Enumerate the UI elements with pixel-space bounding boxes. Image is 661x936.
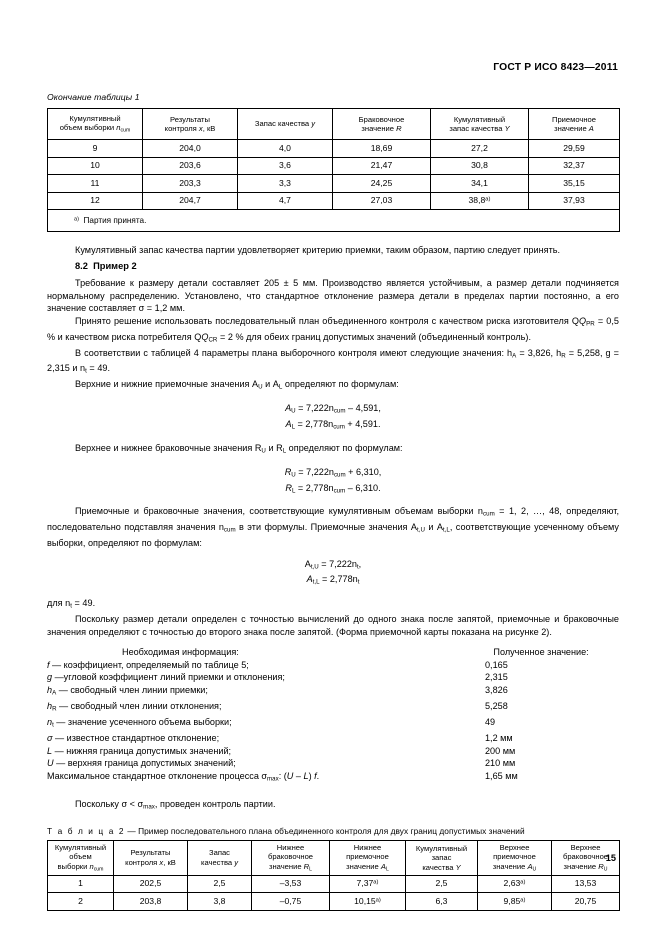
table2-header-row	[48, 841, 620, 876]
table2-cell: 202,5	[114, 875, 188, 893]
info-list-item-value: 1,65 мм	[485, 770, 518, 781]
table1-cell: $38,8^{а)}$	[431, 192, 529, 210]
table-row	[48, 157, 620, 175]
table1-cell: 9	[48, 140, 143, 158]
required-information-list	[47, 646, 619, 786]
table2-cell: –3,53	[252, 875, 330, 893]
table1-cell: 203,3	[143, 175, 238, 193]
table2-cell: $7,37^{а)}$	[330, 875, 406, 893]
table2-cell: 13,53	[552, 875, 620, 893]
table-1	[47, 108, 620, 232]
table-2	[47, 840, 620, 911]
table2-col-header-3: Нижнее браковочное значение $R_L$	[252, 841, 330, 876]
table2-col-header-0: Кумулятивный объем выборки $n_{cum}$	[48, 841, 114, 876]
table1-col-header-0: Кумулятивный объем выборки $n_{cum}$	[48, 109, 143, 140]
table1-cell: 18,69	[333, 140, 431, 158]
table1-cell: 30,8	[431, 157, 529, 175]
paragraph-for-nt: для $n_t = 49$.	[47, 598, 96, 610]
info-list-item-label: L — нижняя граница допустимых значений;	[47, 745, 232, 756]
page-content	[47, 92, 619, 911]
paragraph-precision: Поскольку размер детали определен с точностью вычислений до одного знака после запятой, приемочные и браковочные значения определяют с точностью до второго знака после запятой. (Форма приемочной карты показана на рисунке 2).	[47, 614, 619, 637]
info-list-item-value: 1,2 мм	[485, 733, 513, 744]
table2-cell: 6,3	[406, 893, 478, 911]
table2-cell: $10,15^{а)}$	[330, 893, 406, 911]
table1-cell: 32,37	[529, 157, 620, 175]
paragraph-truncation-intro: Приемочные и браковочные значения, соответствующие кумулятивным объемам выборки $n_{cum} = 1$, 2, …, 48, определяют, последовательно подставляя значения $n_{cum}$ в эти формулы. Приемочные значения $A_{t,U}$ и $A_{t,L}$, соответствующие усеченному объему выборки, определяют по формулам:	[47, 506, 619, 549]
formula-al: $A_L = 2,778n_{cum} + 4,591$.	[285, 419, 381, 431]
page-number: 15	[605, 853, 616, 863]
table2-col-header-7: Верхнее браковочное значение $R_U$	[552, 841, 620, 876]
table1-cell: 24,25	[333, 175, 431, 193]
table2-cell: 3,8	[188, 893, 252, 911]
table1-cell: 3,6	[238, 157, 333, 175]
info-list-item	[47, 757, 619, 770]
table1-col-header-3: Браковочное значение R	[333, 109, 431, 140]
table2-col-header-5: Кумулятивный запас качества Y	[406, 841, 478, 876]
table2-cell: $9,85^{а)}$	[478, 893, 552, 911]
info-list-header-label: Необходимая информация:	[122, 646, 239, 657]
info-list-item	[47, 659, 619, 672]
formula-au: $A_U = 7,222n_{cum} - 4,591$,	[285, 403, 381, 415]
table1-cell: 12	[48, 192, 143, 210]
table1-body	[48, 140, 620, 232]
table1-cell: 203,6	[143, 157, 238, 175]
table2-body	[48, 875, 620, 910]
table1-col-header-5: Приемочное значение A	[529, 109, 620, 140]
info-list-item-label: $n_t$ — значение усеченного объема выборки;	[47, 716, 232, 729]
table1-cell: 4,7	[238, 192, 333, 210]
info-list-item	[47, 745, 619, 758]
table1-cell: 27,03	[333, 192, 431, 210]
table2-col-header-2: Запас качества y	[188, 841, 252, 876]
formula-rl: $R_L = 2,778n_{cum} - 6,310$.	[285, 482, 381, 495]
table1-cell: 29,59	[529, 140, 620, 158]
paragraph-requirement: Требование к размеру детали составляет 205 ± 5 мм. Производство является устойчивым, а размер детали подчиняется нормальному распределению. Установлено, что стандартное отклонение размера детали в пределах партии постоянно, а его значение составляет σ = 1,2 мм.	[47, 278, 619, 314]
table-row	[48, 192, 620, 210]
paragraph-lot-accepted: Кумулятивный запас качества партии удовлетворяет критерию приемки, таким образом, партию следует принять.	[75, 245, 561, 255]
table2-head	[48, 841, 620, 876]
info-list-item-label: U — верхняя граница допустимых значений;	[47, 758, 236, 769]
info-list-item-label: $h_R$ — свободный член линии отклонения;	[47, 700, 222, 713]
info-list-item-value: 0,165	[485, 659, 508, 670]
table-row	[48, 875, 620, 893]
table2-caption: Т а б л и ц а 2 — Пример последовательного плана объединенного контроля для двух границ допустимых значений	[47, 826, 525, 836]
table-row	[48, 140, 620, 158]
info-list-item	[47, 770, 619, 786]
info-list-item	[47, 700, 619, 716]
info-list-item-label: g —угловой коэффициент линий приемки и отклонения;	[47, 672, 285, 683]
table1-header-row	[48, 109, 620, 140]
table2-cell: –0,75	[252, 893, 330, 911]
info-list-item-value: 49	[485, 716, 496, 727]
table2-cell: 1	[48, 875, 114, 893]
table1-cell: 21,47	[333, 157, 431, 175]
table1-cell: 35,15	[529, 175, 620, 193]
section-number: 8.2	[75, 261, 88, 272]
paragraph-sigma-check: Поскольку $\sigma < \sigma_{max}$, проведен контроль партии.	[75, 799, 276, 811]
info-list-item-value: 210 мм	[485, 758, 516, 769]
paragraph-decision-plan: Принято решение использовать последовательный план объединенного контроля с качеством риска изготовителя $QQ_{PR} = 0,5$ % и качеством риска потребителя $QQ_{CR} = 2$ % для обеих границ допустимых значений (объединенный контроль).	[47, 315, 619, 344]
table1-col-header-1: Результаты контроля x, кВ	[143, 109, 238, 140]
info-list-item-value: 3,826	[485, 684, 508, 695]
table1-cell: 34,1	[431, 175, 529, 193]
info-list-item	[47, 716, 619, 732]
table1-cell: 27,2	[431, 140, 529, 158]
table1-cell: 37,93	[529, 192, 620, 210]
table2-cell: 2,5	[188, 875, 252, 893]
info-list-item-value: 5,258	[485, 700, 508, 711]
formula-atl: $A_{t,L} = 2,778n_t$	[306, 574, 360, 586]
table1-cell: 4,0	[238, 140, 333, 158]
table2-cell: 2,5	[406, 875, 478, 893]
info-list-item-value: 2,315	[485, 672, 508, 683]
table1-cell: 204,0	[143, 140, 238, 158]
table1-cell: 3,3	[238, 175, 333, 193]
table2-cell: $2,63^{а)}$	[478, 875, 552, 893]
table2-col-header-1: Результаты контроля x, кВ	[114, 841, 188, 876]
info-list-item	[47, 732, 619, 745]
paragraph-rejection-values-intro: Верхнее и нижнее браковочные значения $R_U$ и $R_L$ определяют по формулам:	[75, 442, 403, 455]
table2-col-header-4: Нижнее приемочное значение $A_L$	[330, 841, 406, 876]
table2-col-header-6: Верхнее приемочное значение $A_U$	[478, 841, 552, 876]
info-list-header	[47, 646, 619, 659]
table1-footnote: $^{а)}$ Партия принята.	[48, 210, 620, 232]
table1-head	[48, 109, 620, 140]
info-list-item-label: Максимальное стандартное отклонение процесса $\sigma_{max}$: (U – L) f.	[47, 770, 320, 783]
info-list-item	[47, 684, 619, 700]
table2-cell: 20,75	[552, 893, 620, 911]
table1-cell: 204,7	[143, 192, 238, 210]
info-list-header-value: Полученное значение:	[493, 646, 589, 657]
info-list-item-label: σ — известное стандартное отклонение;	[47, 733, 220, 744]
page-header-standard: ГОСТ Р ИСО 8423—2011	[493, 62, 618, 73]
table2-cell: 203,8	[114, 893, 188, 911]
table1-cell: 11	[48, 175, 143, 193]
info-list-item-label: f — коэффициент, определяемый по таблице 5;	[47, 659, 249, 670]
table-row	[48, 175, 620, 193]
table1-cell: 10	[48, 157, 143, 175]
table1-note-row	[48, 210, 620, 232]
table1-caption: Окончание таблицы 1	[47, 92, 140, 102]
info-list-item-label: $h_A$ — свободный член линии приемки;	[47, 684, 208, 697]
info-list-item-value: 200 мм	[485, 745, 516, 756]
paragraph-acceptance-values-intro: Верхние и нижние приемочные значения $A_U$ и $A_L$ определяют по формулам:	[75, 379, 399, 391]
formula-ru: $R_U = 7,222n_{cum} + 6,310$,	[284, 466, 382, 479]
section-title: Пример 2	[93, 261, 137, 272]
table2-cell: 2	[48, 893, 114, 911]
info-list-item	[47, 671, 619, 684]
table-row	[48, 893, 620, 911]
formula-atu: $A_{t,U} = 7,222n_t$,	[304, 558, 362, 571]
paragraph-plan-params: В соответствии с таблицей 4 параметры плана выборочного контроля имеют следующие значения: $h_A = 3,826$, $h_R = 5,258$, g = 2,315 и $n_t = 49$.	[47, 347, 620, 376]
section-heading-8-2	[47, 260, 619, 273]
table1-col-header-4: Кумулятивный запас качества Y	[431, 109, 529, 140]
table1-col-header-2: Запас качества y	[238, 109, 333, 140]
